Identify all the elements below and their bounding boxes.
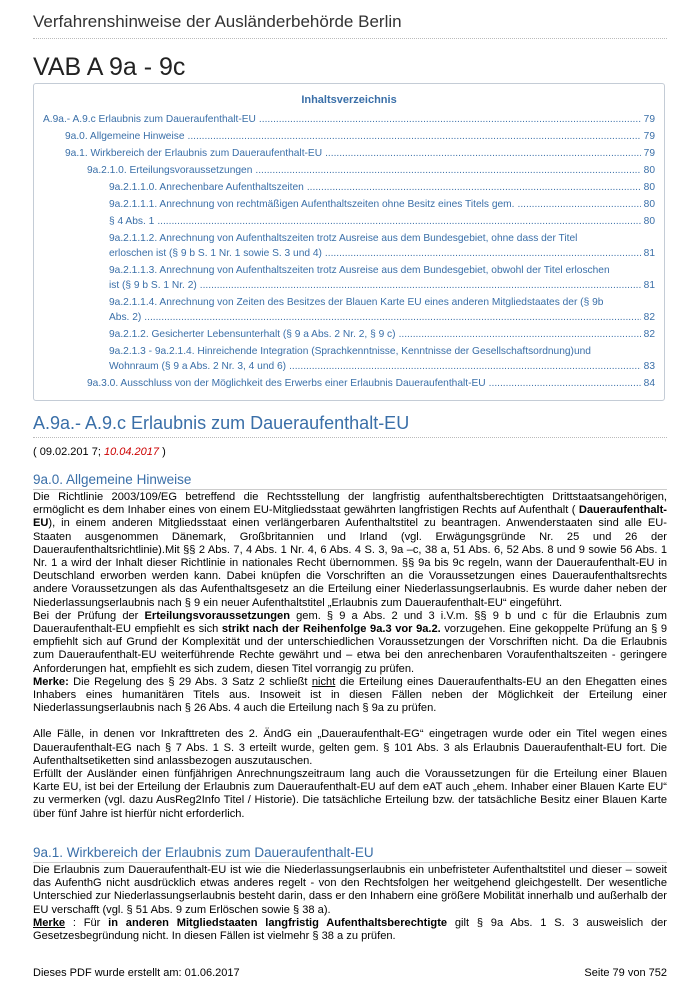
section-body-9a0 xyxy=(33,491,667,821)
toc-entry[interactable]: 9a.2.1.1.3. Anrechnung von Aufenthaltszeiten trotz Ausreise aus dem Bundesgebiet, obwohl der Titel erloschen ist (§ 9 b S. 1 Nr. 2) ..... 81 xyxy=(43,263,655,293)
toc-entry[interactable]: 9a.3.0. Ausschluss von der Möglichkeit des Erwerbs einer Erlaubnis Daueraufenthalt-EU ..... 84 xyxy=(43,376,655,391)
toc-entry[interactable]: A.9a.- A.9.c Erlaubnis zum Daueraufenthalt-EU ..... 79 xyxy=(43,112,655,127)
section-heading-main: A.9a.- A.9.c Erlaubnis zum Daueraufenthalt-EU xyxy=(33,413,667,438)
toc-entry[interactable]: 9a.2.1.1.0. Anrechenbare Aufenthaltszeiten ..... 80 xyxy=(43,180,655,195)
page-footer xyxy=(33,967,667,979)
section-heading-9a1: 9a.1. Wirkbereich der Erlaubnis zum Daueraufenthalt-EU xyxy=(33,845,667,863)
paragraph: Merke : Für in anderen Mitgliedstaaten langfristig Aufenthaltsberechtigte gilt § 9a Abs. 1 S. 3 ausweislich der Gesetzesbegründung nicht. In diesen Fällen ist vielmehr § 38 a zu prüfen. xyxy=(33,916,667,943)
page-header: Verfahrenshinweise der Ausländerbehörde Berlin xyxy=(33,12,667,39)
toc-entry[interactable]: 9a.2.1.1.4. Anrechnung von Zeiten des Besitzes der Blauen Karte EU eines anderen Mitgliedstaates der (§ 9b Abs. 2) ..... 82 xyxy=(43,295,655,325)
revision-dates: ( 09.02.201 7; 10.04.2017 ) xyxy=(33,446,166,458)
section-body-9a1 xyxy=(33,864,667,943)
toc-entry[interactable]: 9a.2.1.1.1. Anrechnung von rechtmäßigen Aufenthaltszeiten ohne Besitz eines Titels gem. ..... 80 xyxy=(43,197,655,212)
toc-entry[interactable]: § 4 Abs. 1 ..... 80 xyxy=(43,214,655,229)
footer-page-number: Seite 79 von 752 xyxy=(584,967,667,979)
toc-entry[interactable]: 9a.2.1.1.2. Anrechnung von Aufenthaltszeiten trotz Ausreise aus dem Bundesgebiet, ohne dass der Titel erloschen ist (§ 9 b S. 1 Nr. 1 sowie S. 3 und 4) ..... 81 xyxy=(43,231,655,261)
paragraph: Erfüllt der Ausländer einen fünfjährigen Anrechnungszeitraum lang auch die Voraussetzungen für die Erteilung einer Blauen Karte EU, ist bei der Erteilung der Erlaubnis zum Daueraufenthalt-EU auf dem eAT auch „ehem. Inhaber einer Blauen Karte EU“ zu vermerken (vgl. dazu AusReg2Info Titel / Historie). Die tatsächliche Erteilung bzw. der tatsächliche Besitz einer Blauen Karte über fünf Jahre ist hierfür nicht erforderlich. xyxy=(33,768,667,820)
table-of-contents xyxy=(33,83,665,401)
paragraph: Merke: Die Regelung des § 29 Abs. 3 Satz 2 schließt nicht die Erteilung eines Daueraufenthalts-EU an den Ehegatten eines Inhabers eines humanitären Titels aus. Insoweit ist in diesen Fällen neben der Möglichkeit der Erteilung einer Niederlassungserlaubnis nach § 26 Abs. 4 auch die Erteilung nach § 9a zu prüfen. xyxy=(33,675,667,715)
paragraph: Die Richtlinie 2003/109/EG betreffend die Rechtsstellung der langfristig aufenthaltsberechtigten Drittstaatsangehörigen, ermöglicht es dem Inhaber eines von einem EU-Mitgliedsstaat gewährten langfristigen Rechts auf Aufenthalt ( Daueraufenthalt-EU), in einem anderen Mitgliedsstaat einen verlängerbaren Aufenthaltstitel zu beantragen. Anwenderstaaten sind alle EU- Staaten ausgenommen Dänemark, Großbritannien und Irland (vgl. Erwägungsgründe Nr. 25 und 26 der Daueraufenthaltsrichtlinie).Mit §§ 2 Abs. 7, 4 Abs. 1 Nr. 4, 6 Abs. 4 S. 3, 9a –c, 38 a, 51 Abs. 6, 52 Abs. 8 und 9 sowie 56 Abs. 1 Nr. 1 a wird der Inhalt dieser Richtlinie in nationales Recht übernommen. §§ 9a bis 9c regeln, wann der Daueraufenthalt-EU in Deutschland erworben werden kann. Dabei knüpfen die Vorschriften an die Voraussetzungen eines Daueraufenthaltsrechts andere Voraussetzungen als das Aufenthaltsgesetz an die Erteilung einer Niederlassungserlaubnis. Es wurde daher neben der Niederlassungserlaubnis nach § 9 ein neuer Aufenthaltstitel „Erlaubnis zum Daueraufenthalt-EU“ eingeführt. xyxy=(33,491,667,609)
footer-created-date: Dieses PDF wurde erstellt am: 01.06.2017 xyxy=(33,967,240,979)
paragraph: Bei der Prüfung der Erteilungsvoraussetzungen gem. § 9 a Abs. 2 und 3 i.V.m. §§ 9 b und c für die Erlaubnis zum Daueraufenthalt-EU empfiehlt es sich strikt nach der Reihenfolge 9a.3 vor 9a.2. vorzugehen. Eine gekoppelte Prüfung an § 9 empfiehlt sich auf Grund der Komplexität und der unterschiedlichen Voraussetzungen der Vorschriften nicht. Da die Erlaubnis zum Daueraufenthalt-EU weiterführende Rechte gewährt und – etwa bei den anrechenbaren Voraufenthaltszeiten - geringere Anforderungen hat, empfiehlt es sich zudem, diesen Titel vorrangig zu prüfen. xyxy=(33,609,668,675)
toc-heading: Inhaltsverzeichnis xyxy=(301,94,397,106)
toc-entry[interactable]: 9a.2.1.0. Erteilungsvoraussetzungen ..... 80 xyxy=(43,163,655,178)
paragraph: Die Erlaubnis zum Daueraufenthalt-EU ist wie die Niederlassungserlaubnis ein unbefristeter Aufenthaltstitel und dieser – soweit das AufenthG nicht ausdrücklich etwas anderes regelt - von den Rechtsfolgen her weitgehend gleichgestellt. Der wesentliche Unterschied zur Niederlassungserlaubnis besteht darin, dass er den Inhabern eine größere Mobilität innerhalb und außerhalb der EU verschafft (vgl. § 51 Abs. 9 zum Erlöschen sowie § 38 a). xyxy=(33,864,667,916)
toc-entry[interactable]: 9a.0. Allgemeine Hinweise ..... 79 xyxy=(43,129,655,144)
paragraph: Alle Fälle, in denen vor Inkrafttreten des 2. ÄndG ein „Daueraufenthalt-EG“ eingetragen wurde oder ein Titel wegen eines Daueraufenthalt-EG nach § 7 Abs. 1 S. 3 erteilt wurde, gelten gem. § 101 Abs. 3 als Erlaubnis Daueraufenthalt-EU fort. Die Aufenthaltsetiketten sind anlassbezogen auszutauschen. xyxy=(33,728,667,767)
toc-entry[interactable]: 9a.2.1.2. Gesicherter Lebensunterhalt (§ 9 a Abs. 2 Nr. 2, § 9 c) ..... 82 xyxy=(43,327,655,342)
document-title: VAB A 9a - 9c xyxy=(33,53,186,81)
toc-entry[interactable]: 9a.1. Wirkbereich der Erlaubnis zum Daueraufenthalt-EU ..... 79 xyxy=(43,146,655,161)
section-heading-9a0: 9a.0. Allgemeine Hinweise xyxy=(33,472,667,490)
toc-entry[interactable]: 9a.2.1.3 - 9a.2.1.4. Hinreichende Integration (Sprachkenntnisse, Kenntnisse der Gesellschaftsordnung)und Wohnraum (§ 9 a Abs. 2 Nr. 3, 4 und 6) ..... 83 xyxy=(43,344,655,374)
